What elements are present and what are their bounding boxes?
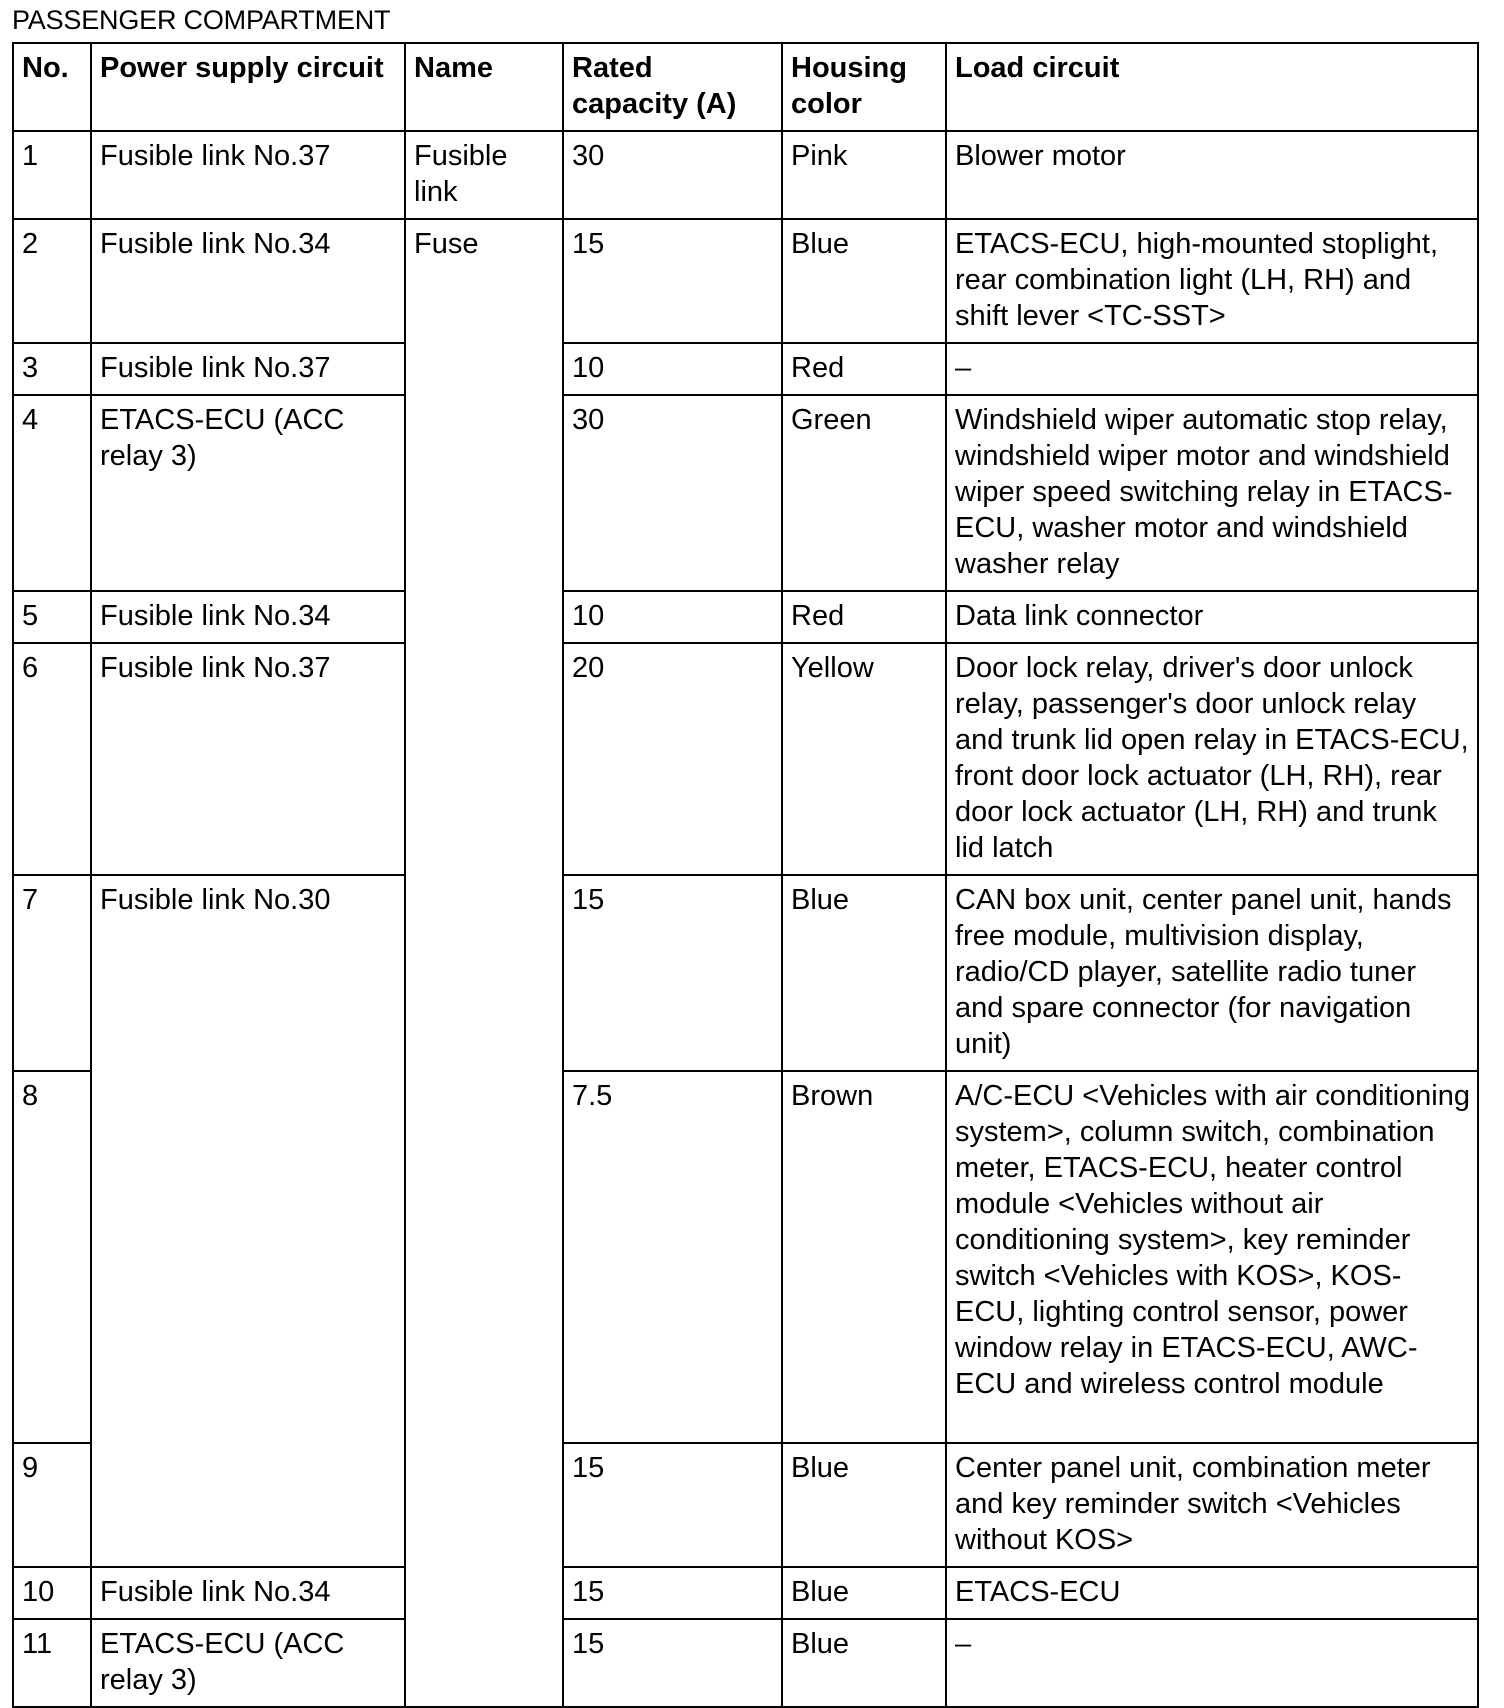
cell-no: 9 bbox=[13, 1443, 91, 1567]
header-row bbox=[13, 43, 1478, 131]
cell-no: 6 bbox=[13, 643, 91, 875]
table-row bbox=[13, 1619, 1478, 1707]
header-load-circuit: Load circuit bbox=[946, 43, 1478, 131]
cell-load-circuit: CAN box unit, center panel unit, hands free module, multivision display, radio/CD player, satellite radio tuner and spare connector (for navigation unit) bbox=[946, 875, 1478, 1071]
cell-power-supply: ETACS-ECU (ACC relay 3) bbox=[91, 395, 405, 591]
cell-load-circuit: Windshield wiper automatic stop relay, windshield wiper motor and windshield wiper speed switching relay in ETACS-ECU, washer motor and windshield washer relay bbox=[946, 395, 1478, 591]
cell-rated-capacity: 20 bbox=[563, 643, 782, 875]
cell-no: 5 bbox=[13, 591, 91, 643]
cell-housing-color: Blue bbox=[782, 219, 946, 343]
table-row bbox=[13, 875, 1478, 1071]
cell-rated-capacity: 30 bbox=[563, 131, 782, 219]
cell-no: 1 bbox=[13, 131, 91, 219]
cell-load-circuit: ETACS-ECU bbox=[946, 1567, 1478, 1619]
cell-load-circuit: Blower motor bbox=[946, 131, 1478, 219]
cell-load-circuit: Center panel unit, combination meter and key reminder switch <Vehicles without KOS> bbox=[946, 1443, 1478, 1567]
fuse-table bbox=[12, 42, 1479, 1708]
table-row bbox=[13, 643, 1478, 875]
table-row bbox=[13, 131, 1478, 219]
cell-housing-color: Blue bbox=[782, 875, 946, 1071]
table-row bbox=[13, 219, 1478, 343]
cell-power-supply: Fusible link No.37 bbox=[91, 343, 405, 395]
cell-load-circuit: – bbox=[946, 1619, 1478, 1707]
cell-housing-color: Yellow bbox=[782, 643, 946, 875]
table-row bbox=[13, 1567, 1478, 1619]
cell-rated-capacity: 10 bbox=[563, 343, 782, 395]
cell-housing-color: Blue bbox=[782, 1619, 946, 1707]
cell-power-supply: Fusible link No.34 bbox=[91, 219, 405, 343]
cell-housing-color: Pink bbox=[782, 131, 946, 219]
cell-load-circuit: Data link connector bbox=[946, 591, 1478, 643]
cell-load-circuit: – bbox=[946, 343, 1478, 395]
cell-power-supply: Fusible link No.34 bbox=[91, 591, 405, 643]
cell-housing-color: Brown bbox=[782, 1071, 946, 1443]
cell-rated-capacity: 15 bbox=[563, 219, 782, 343]
header-rated-capacity: Rated capacity (A) bbox=[563, 43, 782, 131]
cell-rated-capacity: 15 bbox=[563, 1619, 782, 1707]
table-caption: PASSENGER COMPARTMENT bbox=[12, 5, 391, 35]
cell-load-circuit: ETACS-ECU, high-mounted stoplight, rear combination light (LH, RH) and shift lever <TC-SST> bbox=[946, 219, 1478, 343]
cell-no: 10 bbox=[13, 1567, 91, 1619]
cell-rated-capacity: 10 bbox=[563, 591, 782, 643]
header-power-supply-circuit: Power supply circuit bbox=[91, 43, 405, 131]
cell-name: Fuse bbox=[405, 219, 563, 1707]
cell-housing-color: Blue bbox=[782, 1443, 946, 1567]
cell-housing-color: Blue bbox=[782, 1567, 946, 1619]
cell-housing-color: Green bbox=[782, 395, 946, 591]
cell-name: Fusible link bbox=[405, 131, 563, 219]
cell-no: 7 bbox=[13, 875, 91, 1071]
cell-no: 2 bbox=[13, 219, 91, 343]
cell-power-supply: ETACS-ECU (ACC relay 3) bbox=[91, 1619, 405, 1707]
cell-no: 8 bbox=[13, 1071, 91, 1443]
cell-rated-capacity: 15 bbox=[563, 1567, 782, 1619]
cell-no: 11 bbox=[13, 1619, 91, 1707]
header-name: Name bbox=[405, 43, 563, 131]
cell-load-circuit: A/C-ECU <Vehicles with air conditioning system>, column switch, combination meter, ETACS-ECU, heater control module <Vehicles without air conditioning system>, key reminder switch <Vehicles with KOS>, KOS-ECU, lighting control sensor, power window relay in ETACS-ECU, AWC-ECU and wireless control module bbox=[946, 1071, 1478, 1443]
cell-no: 3 bbox=[13, 343, 91, 395]
cell-rated-capacity: 15 bbox=[563, 875, 782, 1071]
cell-housing-color: Red bbox=[782, 343, 946, 395]
cell-load-circuit: Door lock relay, driver's door unlock relay, passenger's door unlock relay and trunk lid open relay in ETACS-ECU, front door lock actuator (LH, RH), rear door lock actuator (LH, RH) and trunk lid latch bbox=[946, 643, 1478, 875]
table-row bbox=[13, 591, 1478, 643]
cell-power-supply: Fusible link No.37 bbox=[91, 643, 405, 875]
cell-housing-color: Red bbox=[782, 591, 946, 643]
cell-power-supply: Fusible link No.34 bbox=[91, 1567, 405, 1619]
cell-rated-capacity: 15 bbox=[563, 1443, 782, 1567]
cell-power-supply: Fusible link No.30 bbox=[91, 875, 405, 1567]
cell-rated-capacity: 7.5 bbox=[563, 1071, 782, 1443]
table-row bbox=[13, 343, 1478, 395]
cell-power-supply: Fusible link No.37 bbox=[91, 131, 405, 219]
table-row bbox=[13, 395, 1478, 591]
header-no: No. bbox=[13, 43, 91, 131]
header-housing-color: Housing color bbox=[782, 43, 946, 131]
cell-rated-capacity: 30 bbox=[563, 395, 782, 591]
cell-no: 4 bbox=[13, 395, 91, 591]
